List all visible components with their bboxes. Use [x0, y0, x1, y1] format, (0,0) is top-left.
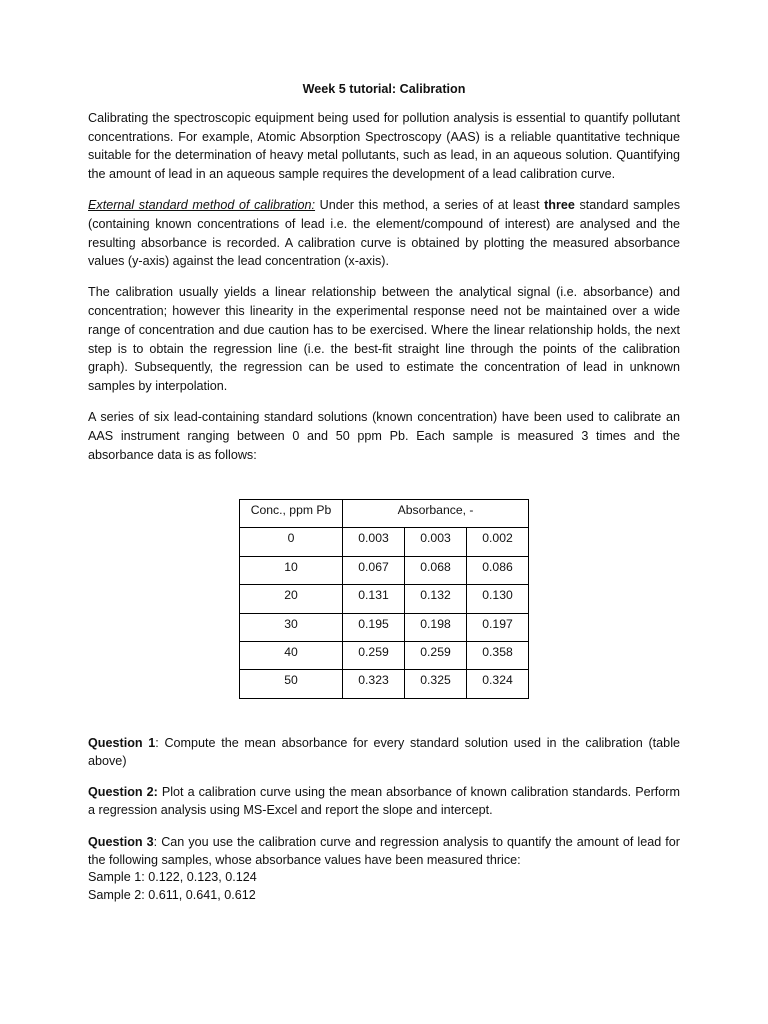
- question-2-label: Question 2:: [88, 785, 158, 799]
- conc-cell: 40: [240, 641, 343, 669]
- question-1: [88, 735, 680, 770]
- table-row: [240, 641, 529, 669]
- conc-cell: 50: [240, 670, 343, 698]
- table-row: [240, 670, 529, 698]
- absorbance-cell: 0.259: [405, 641, 467, 669]
- absorbance-cell: 0.132: [405, 585, 467, 613]
- method-heading: External standard method of calibration:: [88, 197, 316, 212]
- sample-2: Sample 2: 0.611, 0.641, 0.612: [88, 887, 256, 902]
- method-bold-word: three: [544, 197, 575, 212]
- conc-cell: 0: [240, 528, 343, 556]
- method-paragraph: [88, 196, 680, 271]
- question-3-text: : Can you use the calibration curve and regression analysis to quantify the amount of lead for the following samples, whose absorbance values have been measured thrice:: [88, 835, 680, 867]
- absorbance-cell: 0.323: [343, 670, 405, 698]
- absorbance-cell: 0.131: [343, 585, 405, 613]
- question-1-label: Question 1: [88, 736, 156, 750]
- absorbance-cell: 0.259: [343, 641, 405, 669]
- question-3: [88, 834, 680, 904]
- document-body: [88, 80, 680, 476]
- table-header-row: [240, 500, 529, 528]
- absorbance-cell: 0.358: [467, 641, 529, 669]
- absorbance-cell: 0.068: [405, 556, 467, 584]
- question-2-text: Plot a calibration curve using the mean absorbance of known calibration standards. Perform a regression analysis using MS-Excel and report the slope and intercept.: [88, 785, 680, 817]
- absorbance-table: [239, 499, 529, 699]
- absorbance-header: Absorbance, -: [343, 500, 529, 528]
- absorbance-cell: 0.002: [467, 528, 529, 556]
- conc-cell: 20: [240, 585, 343, 613]
- table-row: [240, 613, 529, 641]
- absorbance-cell: 0.325: [405, 670, 467, 698]
- method-text-a: Under this method, a series of at least: [315, 197, 545, 212]
- conc-cell: 30: [240, 613, 343, 641]
- absorbance-cell: 0.067: [343, 556, 405, 584]
- method-text-b: standard samples (containing known concentrations of lead i.e. the element/compound of interest) are analysed and the resulting absorbance is recorded. A calibration curve is obtained by plotting the measured absorbance values (y-axis) against the lead concentration (x-axis).: [88, 197, 681, 269]
- absorbance-cell: 0.197: [467, 613, 529, 641]
- table-row: [240, 528, 529, 556]
- absorbance-cell: 0.003: [405, 528, 467, 556]
- page-title: Week 5 tutorial: Calibration: [302, 82, 466, 96]
- table-row: [240, 585, 529, 613]
- question-2: [88, 784, 680, 819]
- intro-paragraph: Calibrating the spectroscopic equipment being used for pollution analysis is essential to quantify pollutant concentrations. For example, Atomic Absorption Spectroscopy (AAS) is a reliable quantitative technique suitable for the determination of heavy metal pollutants, such as lead, in an aqueous solution. Quantifying the amount of lead in an aqueous sample requires the development of a lead calibration curve.: [88, 110, 680, 182]
- question-3-label: Question 3: [88, 835, 154, 849]
- absorbance-cell: 0.003: [343, 528, 405, 556]
- absorbance-cell: 0.195: [343, 613, 405, 641]
- absorbance-cell: 0.130: [467, 585, 529, 613]
- conc-header: Conc., ppm Pb: [240, 500, 343, 528]
- data-intro-paragraph: A series of six lead-containing standard solutions (known concentration) have been used to calibrate an AAS instrument ranging between 0 and 50 ppm Pb. Each sample is measured 3 times and the absorbance data is as follows:: [88, 409, 680, 462]
- conc-cell: 10: [240, 556, 343, 584]
- table-row: [240, 556, 529, 584]
- question-1-text: : Compute the mean absorbance for every standard solution used in the calibration (table above): [88, 736, 680, 768]
- sample-1: Sample 1: 0.122, 0.123, 0.124: [88, 870, 257, 884]
- absorbance-cell: 0.198: [405, 613, 467, 641]
- absorbance-cell: 0.086: [467, 556, 529, 584]
- absorbance-cell: 0.324: [467, 670, 529, 698]
- linearity-paragraph: The calibration usually yields a linear relationship between the analytical signal (i.e. absorbance) and concentration; however this linearity in the experimental response need not be maintained over a wide range of concentration and due caution has to be exercised. Where the linear relationship holds, the next step is to obtain the regression line (i.e. the best-fit straight line through the points of the calibration graph). Subsequently, the regression can be used to estimate the concentration of lead in unknown samples by interpolation.: [88, 285, 680, 394]
